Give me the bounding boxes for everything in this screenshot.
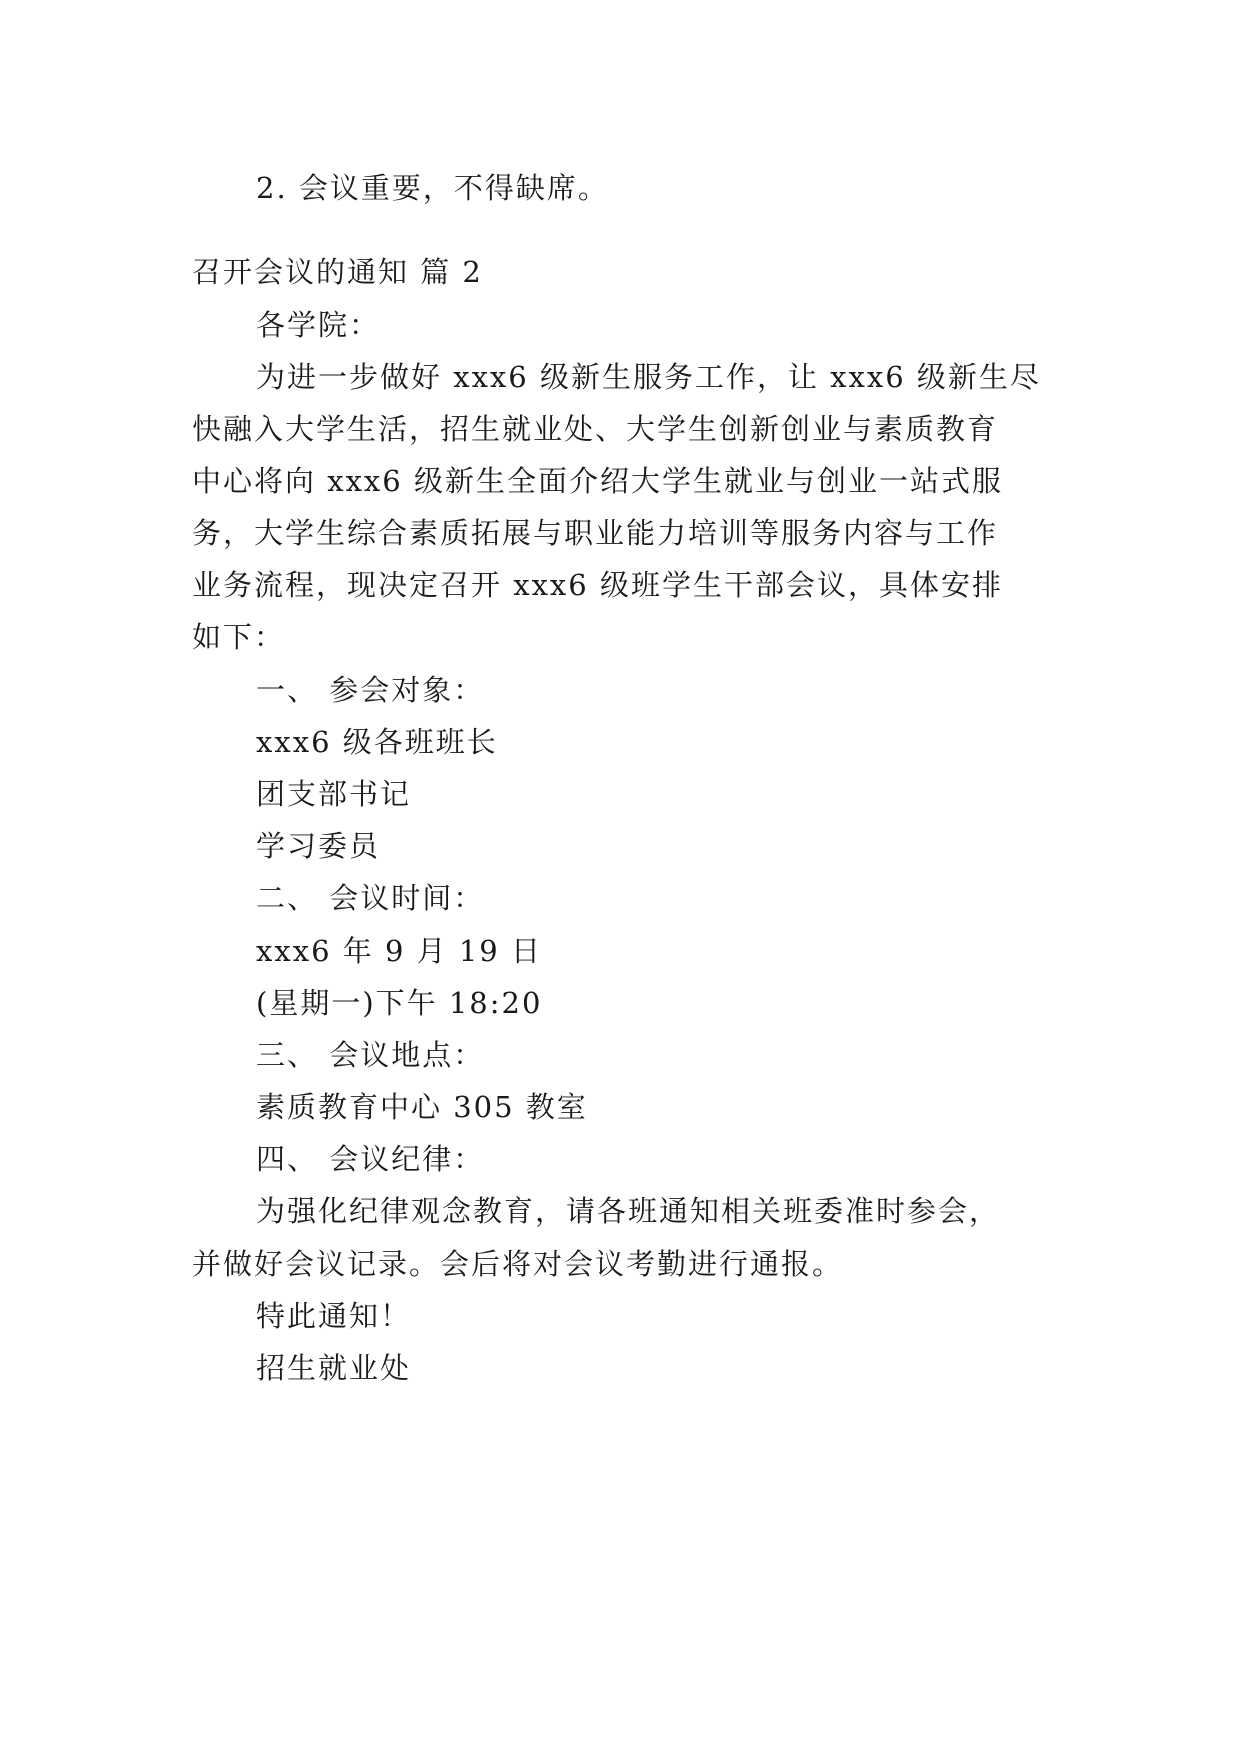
notice-heading: 召开会议的通知 篇 2 xyxy=(192,255,483,289)
intro-line: 业务流程，现决定召开 xxx6 级班学生干部会议，具体安排 xyxy=(192,568,1003,602)
meeting-date: xxx6 年 9 月 19 日 xyxy=(256,934,542,968)
signature: 招生就业处 xyxy=(256,1351,412,1385)
section-title-location: 三、 会议地点： xyxy=(256,1038,485,1072)
discipline-line: 为强化纪律观念教育，请各班通知相关班委准时参会， xyxy=(256,1194,1001,1228)
closing-text: 特此通知！ xyxy=(256,1299,412,1333)
section-title-time: 二、 会议时间： xyxy=(256,881,485,915)
section-title-discipline: 四、 会议纪律： xyxy=(256,1142,485,1176)
intro-line: 为进一步做好 xxx6 级新生服务工作，让 xxx6 级新生尽 xyxy=(256,360,1041,394)
intro-line: 如下： xyxy=(192,620,286,654)
intro-line: 中心将向 xxx6 级新生全面介绍大学生就业与创业一站式服 xyxy=(192,464,1003,498)
prev-section-tail: 2. 会议重要，不得缺席。 xyxy=(256,171,609,205)
section-title-attendees: 一、 参会对象： xyxy=(256,673,485,707)
attendee-item: 学习委员 xyxy=(256,829,381,863)
attendee-item: 团支部书记 xyxy=(256,777,412,811)
discipline-line: 并做好会议记录。会后将对会议考勤进行通报。 xyxy=(192,1247,844,1281)
intro-line: 快融入大学生活，招生就业处、大学生创新创业与素质教育 xyxy=(192,412,999,446)
meeting-time: (星期一)下午 18:20 xyxy=(256,986,543,1020)
intro-line: 务，大学生综合素质拓展与职业能力培训等服务内容与工作 xyxy=(192,516,999,550)
salutation: 各学院： xyxy=(256,308,381,342)
meeting-location: 素质教育中心 305 教室 xyxy=(256,1090,588,1124)
attendee-item: xxx6 级各班班长 xyxy=(256,725,498,759)
